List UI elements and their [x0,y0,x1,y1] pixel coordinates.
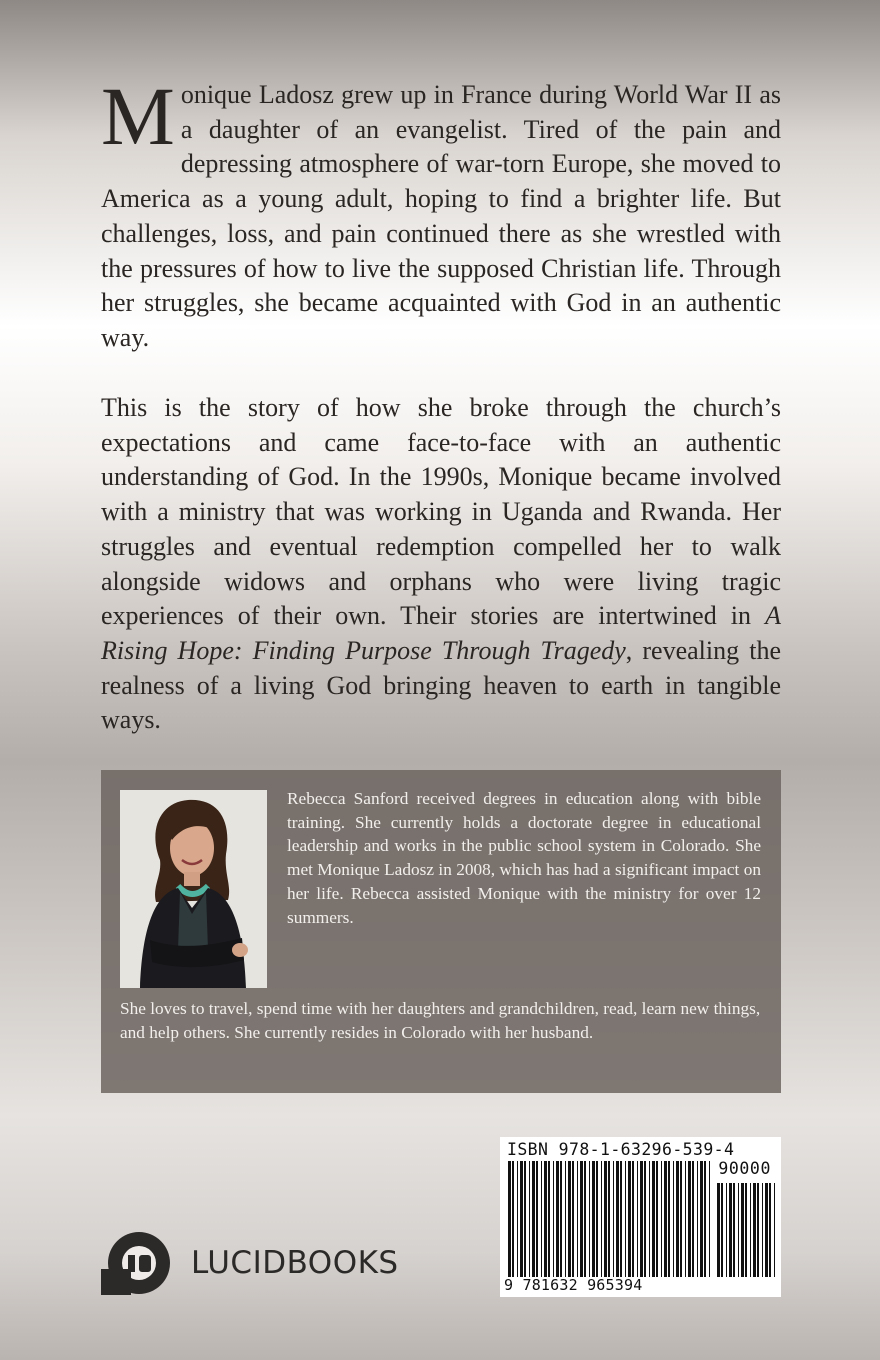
book-title: A Rising Hope: Finding Purpose Through Tragedy [101,601,781,665]
description-text-2a: This is the story of how she broke through the church’s expectations and came face-to-face with an authentic understanding of God. In the 1990s, Monique became involved with a ministry that was working in Uganda and Rwanda. Her struggles and eventual redemption compelled her to walk alongside widows and orphans who were living tragic experiences of their own. Their stories are intertwined in [101,393,781,631]
barcode-bar [661,1161,662,1277]
author-bio-box [101,770,781,1093]
barcode-bar [733,1183,735,1277]
isbn-barcode [500,1137,781,1297]
barcode-digits: 9 781632 965394 [504,1276,643,1294]
publisher-logo-icon [101,1229,181,1295]
barcode-bar [625,1161,626,1277]
drop-cap: M [101,70,175,162]
barcode-bar [673,1161,674,1277]
barcode-bar [688,1161,691,1277]
barcode-bar [565,1161,566,1277]
barcode-bar [762,1183,763,1277]
barcode-bar [517,1161,518,1277]
barcode-bar [604,1161,607,1277]
barcode-bar [589,1161,590,1277]
barcode-bar [628,1161,631,1277]
barcode-bar [721,1183,723,1277]
barcode-bar [738,1183,739,1277]
barcode-bar [572,1161,574,1277]
barcode-bar [769,1183,771,1277]
barcode-bar [601,1161,602,1277]
isbn-label: ISBN 978-1-63296-539-4 [507,1140,735,1159]
barcode-bar [750,1183,751,1277]
barcode-bar [553,1161,554,1277]
barcode-bar [700,1161,703,1277]
barcode-bar [560,1161,562,1277]
barcode-bar [620,1161,622,1277]
barcode-bar [520,1161,523,1277]
description-paragraph-1 [101,70,781,356]
barcode-bar [774,1183,775,1277]
barcode-bar [613,1161,614,1277]
author-photo [120,790,267,988]
barcode-bar [676,1161,679,1277]
barcode-bar [668,1161,670,1277]
barcode-bar [726,1183,727,1277]
barcode-bar [577,1161,578,1277]
barcode-bar [656,1161,658,1277]
barcode-bar [536,1161,538,1277]
price-code: 90000 [718,1159,771,1178]
author-bio-paragraph-1: Rebecca Sanford received degrees in education along with bible training. She currently holds a doctorate degree in educational leadership and works in the public school system in Colorado. She met Monique Ladosz in 2008, which has had a significant impact on her life. Rebecca assisted Monique with the ministry for over 12 summers. [287,789,761,927]
barcode-bar [529,1161,530,1277]
description-paragraph-2 [101,391,781,738]
barcode-bar [680,1161,682,1277]
barcode-bar [692,1161,694,1277]
barcode-bar [649,1161,650,1277]
barcode-bar [697,1161,698,1277]
barcode-bar [640,1161,643,1277]
barcode-bar [584,1161,586,1277]
barcode-bar [757,1183,759,1277]
author-portrait-image [120,790,267,988]
barcode-bar [753,1183,756,1277]
barcode-bar [685,1161,686,1277]
barcode-bar [664,1161,667,1277]
publisher-name: LUCIDBOOKS [191,1245,399,1281]
barcode-bar [532,1161,535,1277]
barcode-bar [608,1161,610,1277]
barcode-bar [556,1161,559,1277]
barcode-bar [580,1161,583,1277]
barcode-bar [637,1161,638,1277]
barcode-bar [568,1161,571,1277]
description-text-1: onique Ladosz grew up in France during World War II as a daughter of an evangelist. Tired of the pain and depressing atmosphere of war-torn Europe, she moved to America as a young adult, hoping to find a brighter life. But challenges, loss, and pain continued there as she wrestled with the pressures of how to live the supposed Christian life. Through her struggles, she became acquainted with God in an authentic way. [101,80,781,352]
barcode-bar [704,1161,706,1277]
barcode-bar [512,1161,514,1277]
barcode-bar [632,1161,634,1277]
barcode-bar [652,1161,655,1277]
barcode-bar [616,1161,619,1277]
barcode-bar [717,1183,720,1277]
barcode-bar [544,1161,547,1277]
barcode-bar [524,1161,526,1277]
barcode-bar [741,1183,744,1277]
barcode-bar [596,1161,598,1277]
description-text-2b: , revealing the realness of a living God bringing heaven to earth in tangible ways. [101,635,782,735]
barcode-bar [548,1161,550,1277]
barcode-bars [500,1137,781,1297]
barcode-bar [508,1161,511,1277]
barcode-bar [592,1161,595,1277]
author-bio-paragraph-2: She loves to travel, spend time with her daughters and grandchildren, read, learn new things, and help others. She currently resides in Colorado with her husband. [120,999,761,1042]
barcode-bar [709,1161,710,1277]
barcode-bar [745,1183,747,1277]
barcode-bar [541,1161,542,1277]
barcode-bar [729,1183,732,1277]
barcode-bar [765,1183,768,1277]
barcode-bar [644,1161,646,1277]
